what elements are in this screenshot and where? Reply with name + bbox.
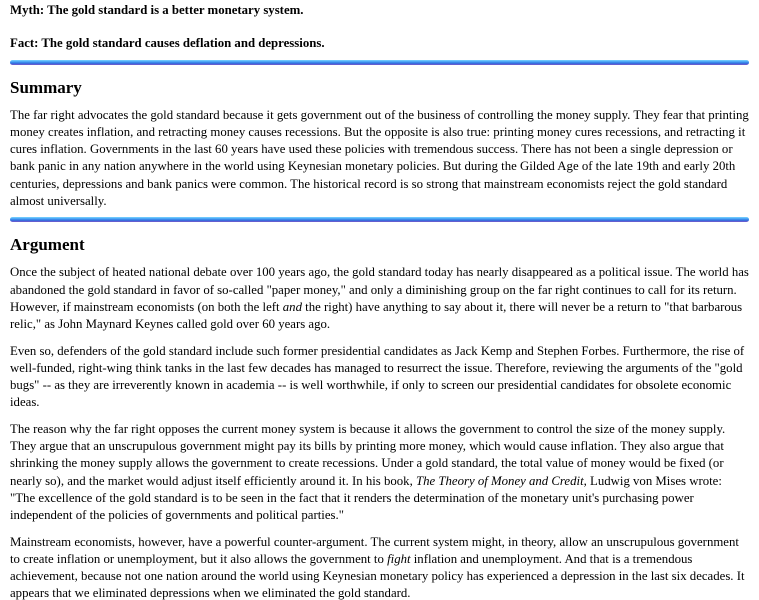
argument-paragraph-3 bbox=[10, 421, 749, 525]
italic-text-run: and bbox=[282, 299, 302, 314]
text-run: The reason why the far right opposes the current money system is because it allows the government to control the size of the money supply. They argue that an unscrupulous government might pay its bills by printing more money, which would cause inflation. They also argue that shrinking the money supply allows the government to create recessions. Under a gold standard, the total value of money would be fixed (or nearly so), and the market would adjust itself efficiently around it. In his book, bbox=[10, 421, 726, 488]
myth-statement: Myth: The gold standard is a better monetary system. bbox=[10, 3, 304, 17]
argument-heading: Argument bbox=[10, 235, 85, 255]
argument-paragraph-4 bbox=[10, 534, 749, 600]
italic-text-run: fight bbox=[387, 551, 411, 566]
summary-paragraph: The far right advocates the gold standard because it gets government out of the business of controlling the money supply. They fear that printing money creates inflation, and retracting money causes recessions. But the opposite is also true: printing money cures recessions, and retracting it cures inflation. Governments in the last 60 years have used these policies with tremendous success. There has not been a single depression or bank panic in any nation anywhere in the world using Keynesian monetary policies. But during the Gilded Age of the late 19th and early 20th centuries, depressions and bank panics were common. The historical record is so strong that mainstream economists reject the gold standard almost universally. bbox=[10, 107, 749, 209]
italic-book-title: The Theory of Money and Credit, bbox=[415, 473, 587, 488]
summary-heading: Summary bbox=[10, 77, 82, 97]
section-divider-rule bbox=[10, 60, 749, 65]
text-run: Once the subject of heated national debate over 100 years ago, the gold standard today has nearly disappeared as a political issue. The world has abandoned the gold standard in favor of so-called "paper money," and only a diminishing group on the far right continues to call for its return. However, if mainstream economists (on both the left bbox=[10, 265, 749, 314]
argument-paragraph-2: Even so, defenders of the gold standard include such former presidential candidates as Jack Kemp and Stephen Forbes. Furthermore, the rise of well-funded, right-wing think tanks in the last few decades has managed to resurrect the issue. Therefore, reviewing the arguments of the "gold bugs" -- as they are irreverently known in academia -- is well worthwhile, if only to screen our presidential candidates for obsolete economic ideas. bbox=[10, 343, 745, 410]
section-divider-rule bbox=[10, 217, 749, 222]
text-run: the right) have anything to say about it, there will never be a return to "that barbarous relic," as John Maynard Keynes called gold over 60 years ago. bbox=[10, 299, 743, 332]
text-run: Ludwig von Mises wrote: "The excellence of the gold standard is to be seen in the fact that it renders the determination of the monetary unit's purchasing power independent of the policies of governments and political parties." bbox=[10, 473, 722, 523]
fact-statement: Fact: The gold standard causes deflation and depressions. bbox=[10, 36, 325, 51]
text-run: inflation and unemployment. And that is a tremendous achievement, because not one nation around the world using Keynesian monetary policy has experienced a depression in the last six decades. It appears that we eliminated depressions when we eliminated the gold standard. bbox=[10, 551, 745, 600]
argument-paragraph-1 bbox=[10, 264, 749, 333]
text-run: Mainstream economists, however, have a powerful counter-argument. The current system might, in theory, allow an unscrupulous government to create inflation or unemployment, but it also allows the government to bbox=[10, 534, 739, 566]
